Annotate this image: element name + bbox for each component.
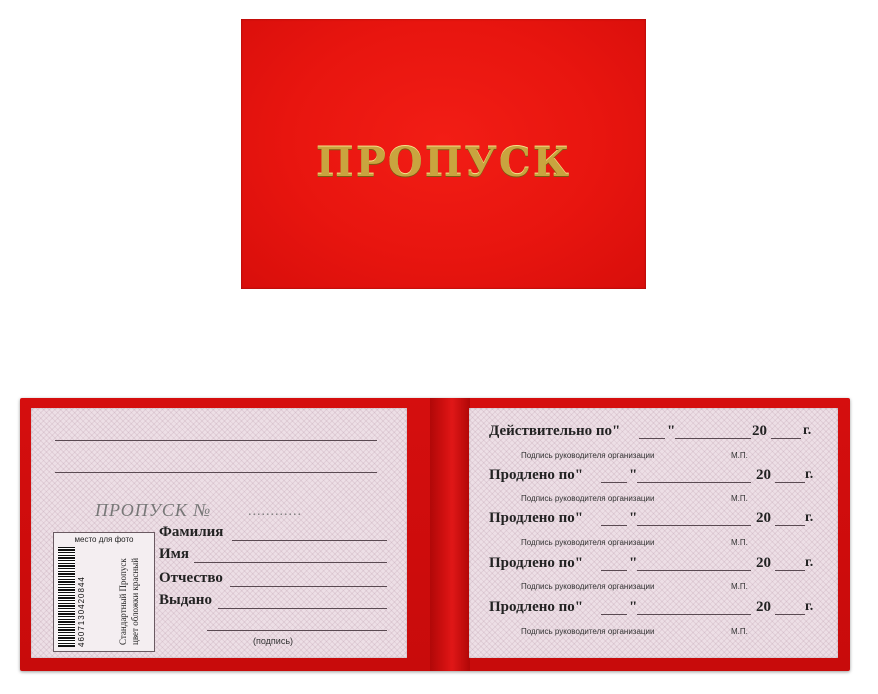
quote: " <box>629 467 638 483</box>
name-label: Имя <box>159 546 189 562</box>
surname-label: Фамилия <box>159 524 224 540</box>
issued-label: Выдано <box>159 592 212 608</box>
valid-until-label: Действительно по <box>489 423 612 439</box>
maker-caption <box>117 549 145 645</box>
right-page <box>469 408 838 658</box>
stamp-caption: М.П. <box>731 538 748 547</box>
year-prefix: 20 <box>756 467 771 483</box>
quote: " <box>574 510 584 526</box>
surname-line <box>232 540 387 541</box>
year-prefix: 20 <box>756 599 771 615</box>
extension-label: Продлено по <box>489 510 575 526</box>
head-signature-caption: Подпись руководителя организации <box>521 538 655 547</box>
head-signature-caption: Подпись руководителя организации <box>521 451 655 460</box>
stamp-caption: М.П. <box>731 582 748 591</box>
patronymic-line <box>230 586 387 587</box>
quote: " <box>629 555 638 571</box>
cover-title: ПРОПУСК <box>315 139 572 186</box>
head-signature-caption: Подпись руководителя организации <box>521 582 655 591</box>
year-prefix: 20 <box>752 423 767 439</box>
blank-line <box>55 440 377 441</box>
year-prefix: 20 <box>756 555 771 571</box>
photo-label: место для фото <box>74 535 134 544</box>
open-booklet <box>20 398 850 671</box>
year-blank <box>775 614 805 615</box>
extension-label: Продлено по <box>489 467 575 483</box>
pass-number-blank: ............ <box>248 504 302 519</box>
extension-row <box>489 467 583 484</box>
booklet-cover <box>241 19 646 289</box>
extension-label: Продлено по <box>489 555 575 571</box>
head-signature-caption: Подпись руководителя организации <box>521 627 655 636</box>
signature-line <box>207 630 387 631</box>
patronymic-label: Отчество <box>159 570 223 586</box>
day-blank <box>601 570 627 571</box>
maker-line: Стандартный Пропуск <box>118 558 128 645</box>
extension-row <box>489 599 583 616</box>
signature-caption: (подпись) <box>253 636 294 646</box>
barcode <box>58 547 75 647</box>
left-page <box>31 408 407 658</box>
stamp-caption: М.П. <box>731 451 748 460</box>
year-prefix: 20 <box>756 510 771 526</box>
day-blank <box>601 614 627 615</box>
month-blank <box>637 614 751 615</box>
blank-line <box>55 472 377 473</box>
issued-line <box>218 608 387 609</box>
quote: " <box>629 599 638 615</box>
year-suffix: г. <box>805 599 814 614</box>
pass-number-label: ПРОПУСК № <box>95 500 212 520</box>
day-blank <box>601 482 627 483</box>
stamp-caption: М.П. <box>731 627 748 636</box>
extension-label: Продлено по <box>489 599 575 615</box>
year-blank <box>775 570 805 571</box>
quote: " <box>574 599 584 615</box>
valid-until-row <box>489 423 620 440</box>
booklet-spine <box>430 398 470 671</box>
maker-line: цвет обложки красный <box>130 557 140 645</box>
month-blank <box>637 570 751 571</box>
barcode-number: 4607130420844 <box>77 576 86 647</box>
stamp-caption: М.П. <box>731 494 748 503</box>
quote: " <box>667 423 676 439</box>
extension-row <box>489 555 583 572</box>
year-suffix: г. <box>805 467 814 482</box>
extension-row <box>489 510 583 527</box>
year-blank <box>775 525 805 526</box>
month-blank <box>637 482 751 483</box>
quote: " <box>611 423 621 439</box>
quote: " <box>574 467 584 483</box>
photo-placeholder <box>53 532 155 652</box>
month-blank <box>637 525 751 526</box>
day-blank <box>601 525 627 526</box>
year-blank <box>775 482 805 483</box>
head-signature-caption: Подпись руководителя организации <box>521 494 655 503</box>
year-suffix: г. <box>805 555 814 570</box>
month-blank <box>675 438 751 439</box>
quote: " <box>629 510 638 526</box>
quote: " <box>574 555 584 571</box>
year-suffix: г. <box>803 423 812 438</box>
year-blank <box>771 438 801 439</box>
year-suffix: г. <box>805 510 814 525</box>
name-line <box>194 562 387 563</box>
day-blank <box>639 438 665 439</box>
